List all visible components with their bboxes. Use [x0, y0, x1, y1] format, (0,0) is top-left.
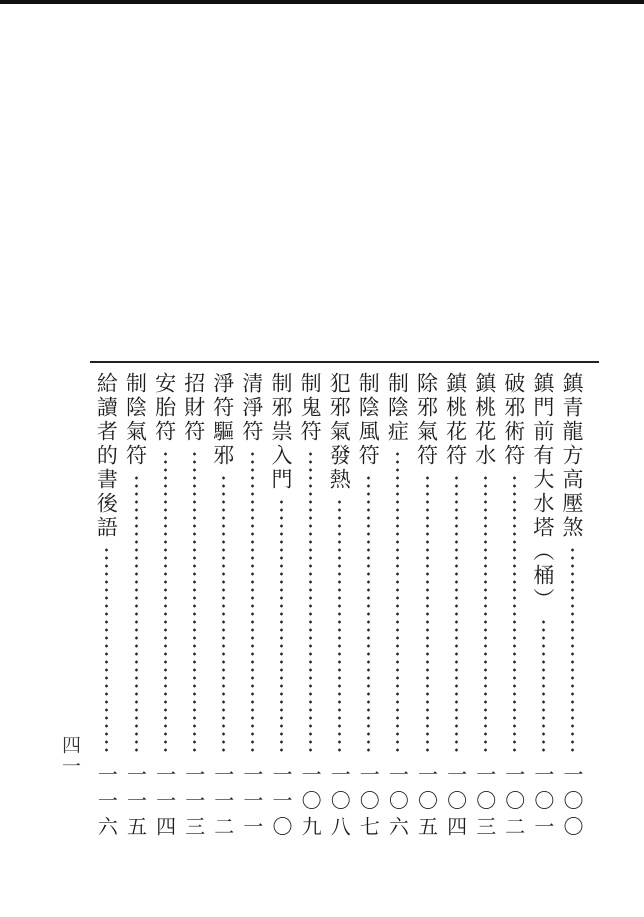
toc-entry-title: 安胎符 [152, 372, 177, 444]
toc-entry-page: 一〇八 [327, 764, 352, 842]
toc-entry-page: 一〇一 [530, 764, 555, 842]
toc-entry [153, 372, 177, 842]
toc-dot-leader [338, 498, 341, 754]
toc-entry [240, 372, 264, 842]
toc-entry-title: 制邪祟入門 [269, 372, 293, 492]
toc-dot-leader [280, 498, 283, 754]
toc-entry [531, 372, 555, 842]
toc-entry [415, 372, 439, 842]
toc-entry [211, 372, 235, 842]
toc-entry [298, 372, 322, 842]
toc-entry [124, 372, 148, 842]
toc-entry-title: 淨符驅邪 [210, 372, 235, 468]
toc-dot-leader [484, 474, 487, 754]
toc-entry-page: 一一〇 [269, 764, 293, 842]
toc-entry-page: 一〇三 [472, 764, 497, 842]
toc-entry-page: 一一四 [152, 764, 177, 842]
toc-entry-page: 一一六 [94, 764, 119, 842]
toc-entry-page: 一〇四 [443, 764, 468, 842]
toc-dot-leader [251, 450, 254, 754]
toc-dot-leader [367, 474, 370, 754]
toc-dot-leader [571, 546, 574, 754]
toc-entry-title: 給讀者的書後語 [94, 372, 119, 540]
toc-entry-title: 鎮門前有大水塔（桶） [530, 372, 555, 612]
top-border-rule [0, 0, 644, 4]
toc-entry-page: 一〇五 [414, 764, 439, 842]
toc-entry-page: 一〇二 [501, 764, 526, 842]
toc-entry-title: 犯邪氣發熱 [327, 372, 352, 492]
toc-entry [356, 372, 380, 842]
toc-entry-title: 鎮桃花符 [443, 372, 468, 468]
table-of-contents [90, 372, 599, 842]
toc-entry-page: 一〇〇 [560, 764, 584, 842]
toc-entry-title: 制陰氣符 [123, 372, 148, 468]
toc-entry [560, 372, 584, 842]
toc-dot-leader [396, 450, 399, 754]
toc-dot-leader [309, 450, 312, 754]
toc-entry-page: 一一一 [239, 764, 264, 842]
toc-dot-leader [135, 474, 138, 754]
toc-entry [182, 372, 206, 842]
toc-entry-title: 制陰風符 [356, 372, 381, 468]
toc-dot-leader [105, 546, 108, 754]
toc-dot-leader [426, 474, 429, 754]
toc-entry-title: 鎮青龍方高壓煞 [560, 372, 584, 540]
toc-dot-leader [222, 474, 225, 754]
toc-entry [385, 372, 409, 842]
toc-entry [473, 372, 497, 842]
toc-entry-title: 制陰症 [385, 372, 410, 444]
toc-entry-page: 一一三 [181, 764, 206, 842]
toc-dot-leader [455, 474, 458, 754]
toc-entry-title: 鎮桃花水 [472, 372, 497, 468]
toc-entry-page: 一〇七 [356, 764, 381, 842]
toc-entry-page: 一〇六 [385, 764, 410, 842]
toc-header-rule [90, 361, 599, 363]
toc-dot-leader [542, 618, 545, 754]
page-number: 四一 [59, 735, 81, 777]
toc-entry-title: 招財符 [181, 372, 206, 444]
toc-entry-title: 清淨符 [239, 372, 264, 444]
toc-entry-title: 制鬼符 [298, 372, 323, 444]
toc-entry [502, 372, 526, 842]
toc-entry [444, 372, 468, 842]
toc-dot-leader [193, 450, 196, 754]
toc-entry-title: 除邪氣符 [414, 372, 439, 468]
toc-dot-leader [164, 450, 167, 754]
toc-entry-title: 破邪術符 [501, 372, 526, 468]
toc-entry-page: 一一五 [123, 764, 148, 842]
toc-entry [269, 372, 293, 842]
toc-entry [327, 372, 351, 842]
toc-dot-leader [513, 474, 516, 754]
toc-entry-page: 一一二 [210, 764, 235, 842]
toc-entry-page: 一〇九 [298, 764, 323, 842]
toc-entry [94, 372, 118, 842]
